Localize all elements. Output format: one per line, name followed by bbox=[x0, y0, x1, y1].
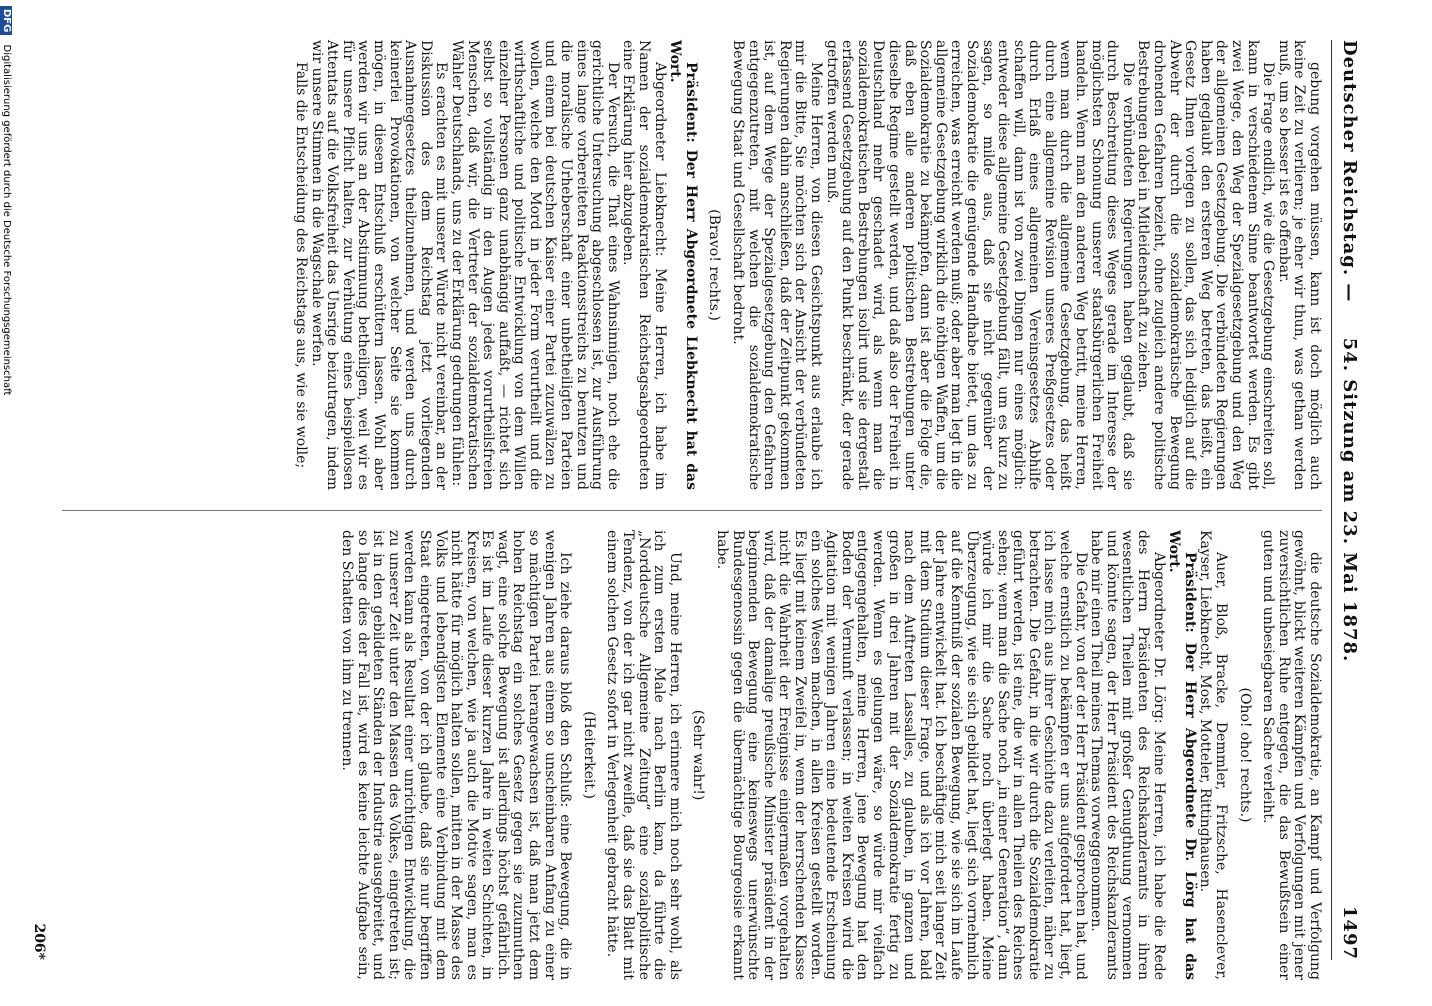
paragraph: Und, meine Herren, ich erinnere mich noch sehr wohl, als ich zum ersten Male nach Berlin kam, da führte die „Norddeutsche Allgemeine Zeitung“ eine sozialpolitische Tendenz, von der ich gar nicht zweifle, daß sie das Blatt mit einem solchen Gesetz sofort in Verlegenheit gebracht hätte. bbox=[604, 530, 683, 980]
paragraph: Abgeordneter Dr. Lörg: Meine Herren, ich habe die Rede des Herrn Präsidenten des Reichskanzleramts in ihren wesentlichen Theilen mit großer Genugthuung vernommen und könnte sagen, der Herr Präsident des Reichskanzleramts habe mir einen Theil meines Themas vorweggenommen. bbox=[1088, 530, 1167, 980]
interjection: (Sehr wahr!) bbox=[690, 709, 707, 801]
dfg-logo: DFG bbox=[0, 6, 12, 35]
paragraph: Die Frage endlich, wie die Gesetzgebung einschreiten soll, kann in verschiedenem Sinne beantwortet werden. Es gibt zwei Wege, den Weg der Spezialgesetzgebung und den Weg der allgemeinen Gesetzgebung. Die verbündeten Regierungen haben geglaubt den ersteren Weg betreten, das heißt, ein Gesetz Ihnen vorlegen zu sollen, das sich lediglich auf die Abwehr der durch die sozialdemokratische Bewegung drohenden Gefahren bezieht, ohne zugleich andere politische Bestrebungen dabei in Mitleidenschaft zu ziehen. bbox=[1135, 40, 1277, 490]
dfg-credit bbox=[0, 6, 12, 1006]
right-column bbox=[338, 530, 1322, 980]
paragraph: Die verbündeten Regierungen haben geglaubt, daß sie durch Beschreitung dieses Weges gerade im Interesse der möglichsten Schonung unserer staatsbürgerlichen Freiheit handeln. Wenn man den anderen Weg betritt, meine Herren, wenn man durch die allgemeine Gesetzgebung, das heißt durch eine allgemeine Revision unseres Preßgesetzes oder durch Erlaß eines allgemeinen Vereinsgesetzes Abhilfe schaffen will, dann ist von zwei Dingen nur eines möglich: entweder diese allgemeine Gesetzgebung fällt, um es kurz zu sagen, so milde aus, daß sie nicht gegenüber der Sozialdemokratie die genügende Handhabe bietet, um das zu erreichen, was erreicht werden muß; oder aber man legt in die allgemeine Gesetzgebung wirklich die nöthigen Waffen, um die Sozialdemokratie zu bekämpfen, dann ist aber die Folge die, daß eben alle anderen politischen Bestrebungen unter dieselbe Regime gestellt werden, und daß also der Freiheit in Deutschland mehr geschadet wird, als wenn man die sozialdemokratischen Bestrebungen isolirt und sie dergestalt erfassend Gesetzgebung auf den Punkt beschränkt, der gerade getroffen werden muß. bbox=[823, 40, 1136, 490]
interjection: (Oho! oho! rechts.) bbox=[1236, 687, 1253, 823]
header-title: Deutscher Reichstag. — bbox=[1339, 40, 1360, 303]
column-divider bbox=[62, 510, 1322, 511]
interjection: (Heiterkeit.) bbox=[580, 711, 597, 799]
president-remark: Präsident: Der Herr Abgeordnete Liebknecht hat das Wort. bbox=[667, 40, 699, 490]
paragraph: Abgeordneter Liebknecht: Meine Herren, ich habe im Namen der sozialdemokratischen Reichstagsabgeordneten eine Erklärung hier abzugeben. bbox=[620, 40, 668, 490]
dfg-credit-text: Digitalisierung gefördert durch die Deutsche Forschungsgemeinschaft bbox=[1, 44, 12, 396]
signatories: Auer, Bloß, Bracke, Demmler, Fritzsche, Hasenclever, Kayser, Liebknecht, Most, Motteler, Rittinghausen. bbox=[1197, 530, 1230, 980]
page-header bbox=[1332, 40, 1372, 960]
paragraph: Meine Herren, von diesen Gesichtspunkt aus erlaube ich mir die Bitte, Sie möchten sich der Ansicht der verbündeten Regierungen dahin anschließen, daß der Zeitpunkt gekommen ist, auf dem Wege der Spezialgesetzgebung den Gefahren entgegenzutreten, mit welchen die sozialdemokratische Bewegung Staat und Gesellschaft bedroht. bbox=[730, 40, 824, 490]
header-session: 54. Sitzung am 23. Mai 1878. bbox=[1339, 337, 1360, 663]
paragraph: Es erachten es mit unserer Würde nicht vereinbar, an der Diskussion des dem Reichstag jetzt vorliegenden Ausnahmegesetzes theilzunehmen, und werden uns durch keinerlei Provokationen, von welcher Seite sie kommen mögen, in diesem Entschluß erschüttern lassen. Wohl aber werden wir uns an der Abstimmung betheiligen, weil wir es für unsere Pflicht halten, zur Verhütung eines beispiellosen Attentats auf die Volksfreiheit das Unsrige beizutragen, indem wir unsere Stimmen in die Wagschale werfen. bbox=[308, 40, 450, 490]
paragraph: die deutsche Sozialdemokratie, an Kampf und Verfolgung gewöhnt, blickt weiteren Kämpfen und Verfolgungen mit jener zuversichtlichen Ruhe entgegen, die das Bewußtsein einer guten und unbesiegbaren Sache verleiht. bbox=[1260, 530, 1323, 980]
paragraph: Der Versuch, die That eines Wahnsinnigen, noch ehe die gerichtliche Untersuchung abgeschlossen ist, zur Ausführung eines lange vorbereiteten Reaktionsstreichs zu benutzen und die moralische Urheberschaft einer unbetheiligten Parteien und einem bei deutschen Kaiser einer Partei zuzuwälzen zu wollen, welche den Mord in jeder Form verurtheilt und die wirthschaftliche und politische Entwicklung von dem Willen einzelner Personen ganz unabhängig auffaßt, — richtet sich selbst so vollständig in den Augen jedes vorurtheilsfreien Menschen, daß wir, die Vertreter der sozialdemokratischen Wähler Deutschlands, uns zu der Erklärung gedrungen fühlen: bbox=[448, 40, 621, 490]
signature-mark: 206* bbox=[31, 923, 47, 960]
left-column bbox=[292, 40, 1322, 490]
header-rule bbox=[1331, 40, 1332, 960]
page-number: 1497 bbox=[1339, 905, 1360, 960]
president-remark: Präsident: Der Herr Abgeordnete Dr. Lörg hat das Wort. bbox=[1166, 530, 1198, 980]
interjection: (Bravo! rechts.) bbox=[706, 209, 723, 321]
paragraph: Die Gefahr, von der der Herr Präsident gesprochen hat, und welche ernstlich zu bekämpfen er uns aufgefordert hat, liegt, ich lasse mich aus ihrer Geschichte dazu verleiten, näher zu betrachten. Die Gefahr, in die wir durch die Sozialdemokratie geführt werden, ist eine, die wir in allen Theilen des Reiches sehen; wenn man die Sache noch „in einer Generation“, dann würde ich mir die Sache noch überlegt haben. Meine Überzeugung, wie sie sich gebildet hat, liegt sich vornehmlich auf die Kenntniß der sozialen Bewegung, wie sie sich im Laufe der Jahre entwickelt hat. Ich beschäftige mich seit langer Zeit mit dem Studium dieser Frage, und als ich vor Jahren, bald nach dem Auftreten Lassalles, zu glauben, in ganzen und großen in drei Jahren mit der Sozialdemokratie fertig zu werden. Wenn es gelungen wäre, so würde mir vielfach entgegengehalten, meine Herren, jene Bewegung hat den Boden der Vernunft verlassen; in weiten Kreisen wird die Agitation mit wenigen Jahren eine bedeutende Erscheinung ein solches Wesen machen, in allen Kreisen gestellt worden. Es liegt mit keinem Zweifel in, wenn der herrschenden Klasse nicht die Wahrheit der Ereignisse einigermaßen vorgehalten wird, daß der damalige preußische Minister präsident in der beginnenden Bewegung eine keineswegs unerwünschte Bundesgenossin gegen die übermächtige Bourgeoisie erkannt habe. bbox=[714, 530, 1089, 980]
paragraph: gebung vorgehen müssen, kann ist doch möglich auch keine Zeit zu verlieren; je eher wir thun, was gethan werden muß, um so besser ist es offenbar. bbox=[1275, 40, 1323, 490]
paragraph: Ich ziehe daraus bloß den Schluß: eine Bewegung, die in wenigen Jahren aus einem so unscheinbaren Anfang zu einer so mächtigen Partei herangewachsen ist, daß man jetzt dem hohen Reichstag ein solches Gesetz gegen sie zuzumuthen wagt, eine solche Bewegung ist allerdings höchst gefährlich. Es ist im Laufe dieser kurzen Jahre in weiten Schichten, in Kreisen, von welchen, wie ja auch die Motive sagen, man es nicht hätte für möglich halten sollen, mitten in der Masse des Volks und lebendigsten Elemente eine Verbindung mit dem Staat eingetreten, von der ich glaube, daß sie nur begriffen werden kann als Resultat einer unrichtigen Entwicklung, die zu unserer Zeit unter den Massen des Volkes, eingetreten ist; ist in den gebildeten Ständen der Industrie ausgebreitet, und so lange dies der Fall ist, wird es keine leichte Aufgabe sein, den Schatten von ihm zu trennen. bbox=[338, 530, 574, 980]
paragraph: Falls die Entscheidung des Reichstags aus, wie sie wolle; bbox=[293, 62, 309, 469]
